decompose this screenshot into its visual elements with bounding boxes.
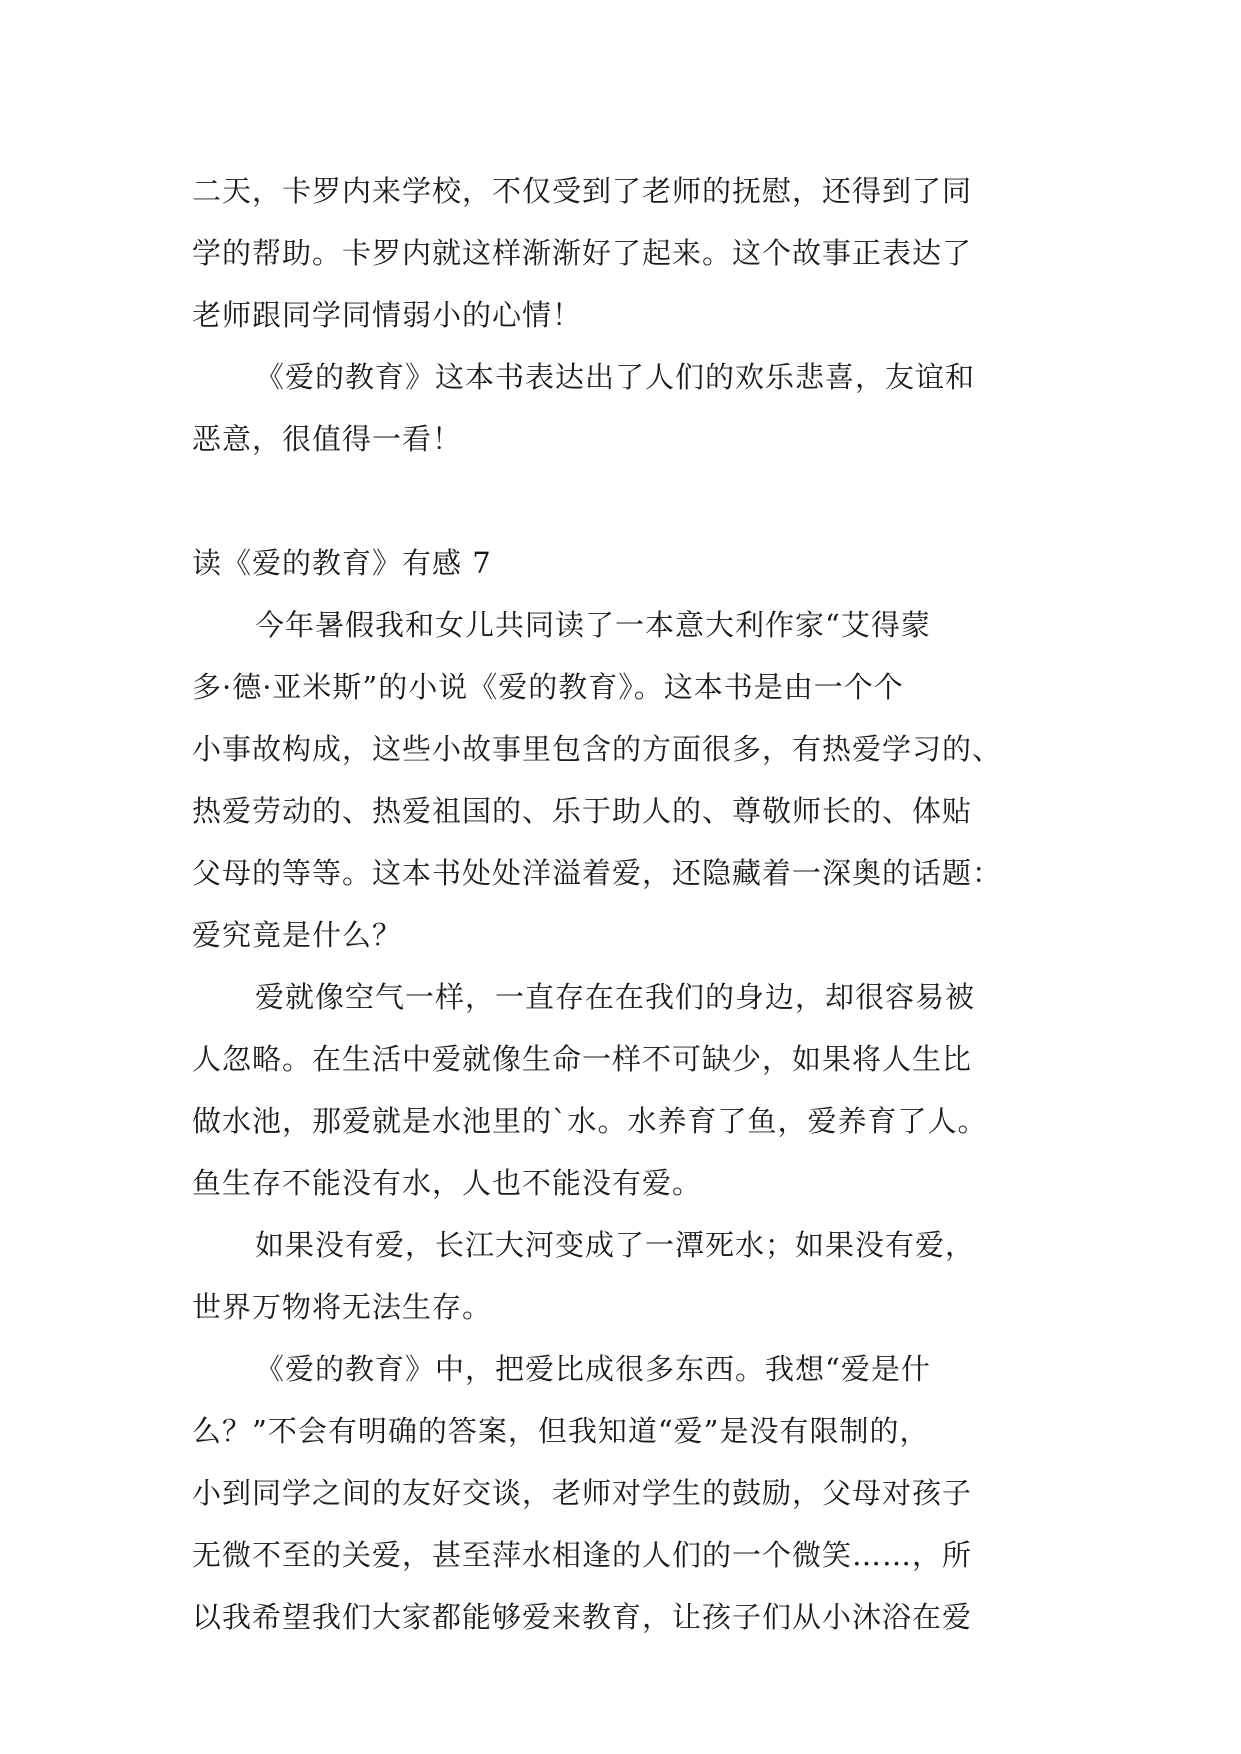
text-line: 做水池，那爱就是水池里的`水。水养育了鱼，爱养育了人。	[192, 1104, 988, 1138]
text-line: 《爱的教育》这本书表达出了人们的欢乐悲喜，友谊和	[255, 360, 976, 394]
text-line: 学的帮助。卡罗内就这样渐渐好了起来。这个故事正表达了	[192, 236, 973, 270]
text-line: 么？”不会有明确的答案，但我知道“爱”是没有限制的，	[192, 1414, 930, 1448]
text-line: 无微不至的关爱，甚至萍水相逢的人们的一个微笑……，所	[192, 1538, 973, 1572]
text-line: 《爱的教育》中，把爱比成很多东西。我想“爱是什	[255, 1352, 931, 1386]
text-line: 今年暑假我和女儿共同读了一本意大利作家“艾得蒙	[255, 608, 931, 642]
text-line: 爱就像空气一样，一直存在在我们的身边，却很容易被	[255, 980, 976, 1014]
text-line: 恶意，很值得一看！	[192, 422, 463, 456]
text-line: 人忽略。在生活中爱就像生命一样不可缺少，如果将人生比	[192, 1042, 973, 1076]
text-line: 多·德·亚米斯”的小说《爱的教育》。这本书是由一个个	[192, 670, 904, 704]
text-line: 老师跟同学同情弱小的心情！	[192, 298, 583, 332]
text-line: 小事故构成，这些小故事里包含的方面很多，有热爱学习的、	[192, 732, 1003, 766]
text-line: 热爱劳动的、热爱祖国的、乐于助人的、尊敬师长的、体贴	[192, 794, 973, 828]
paragraph-gap	[192, 470, 1072, 532]
document-page	[192, 160, 1072, 1648]
text-line: 爱究竟是什么？	[192, 918, 403, 952]
text-line: 父母的等等。这本书处处洋溢着爱，还隐藏着一深奥的话题：	[192, 856, 1003, 890]
text-line: 以我希望我们大家都能够爱来教育，让孩子们从小沐浴在爱	[192, 1600, 973, 1634]
text-line: 如果没有爱，长江大河变成了一潭死水；如果没有爱，	[255, 1228, 976, 1262]
text-line: 小到同学之间的友好交谈，老师对学生的鼓励，父母对孩子	[192, 1476, 973, 1510]
section-heading: 读《爱的教育》有感 7	[192, 546, 492, 580]
text-line: 世界万物将无法生存。	[192, 1290, 493, 1324]
text-line: 二天，卡罗内来学校，不仅受到了老师的抚慰，还得到了同	[192, 174, 973, 208]
text-line: 鱼生存不能没有水，人也不能没有爱。	[192, 1166, 703, 1200]
